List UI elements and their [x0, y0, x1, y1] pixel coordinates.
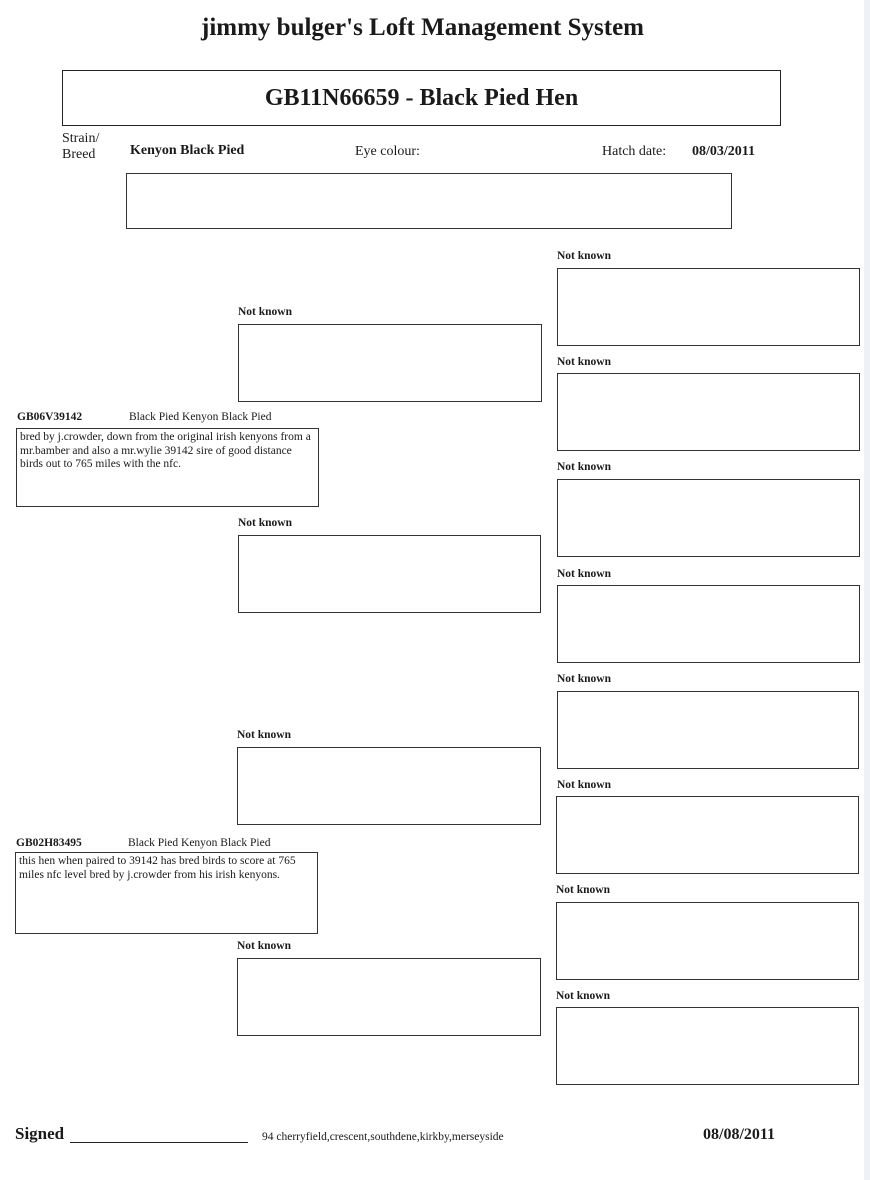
- great-grandparent-1-box: [557, 268, 860, 346]
- dam-ring-number: GB02H83495: [16, 837, 82, 849]
- great-grandparent-2-box: [557, 373, 860, 451]
- great-grandparent-6-label: Not known: [557, 779, 612, 791]
- bird-title: GB11N66659 - Black Pied Hen: [264, 84, 579, 111]
- hatch-date-value: 08/03/2011: [692, 144, 756, 159]
- signed-label: Signed: [15, 1124, 65, 1143]
- great-grandparent-3-label: Not known: [557, 461, 612, 473]
- great-grandparent-7-label: Not known: [556, 884, 611, 896]
- great-grandparent-6-box: [556, 796, 859, 874]
- great-grandparent-7-box: [556, 902, 859, 980]
- system-title: jimmy bulger's Loft Management System: [201, 14, 644, 41]
- strain-label-line2: Breed: [62, 147, 96, 162]
- sire-notes-box: [16, 428, 319, 507]
- bird-title-box: [62, 70, 781, 126]
- sire-ring-number: GB06V39142: [17, 411, 83, 423]
- dam-notes: this hen when paired to 39142 has bred birds to score at 765 miles nfc level bred by j.crowder from his irish kenyons.: [19, 855, 296, 881]
- footer-date: 08/08/2011: [703, 1126, 776, 1143]
- hatch-date-label: Hatch date:: [602, 144, 667, 159]
- great-grandparent-3-box: [557, 479, 860, 557]
- great-grandparent-1-label: Not known: [557, 250, 612, 262]
- great-grandparent-8-label: Not known: [556, 990, 611, 1002]
- dam-notes-box: [15, 852, 318, 934]
- page-edge: [864, 0, 870, 1180]
- great-grandparent-8-box: [556, 1007, 859, 1085]
- strain-value: Kenyon Black Pied: [130, 143, 245, 158]
- grandparent-2-label: Not known: [238, 517, 293, 529]
- great-grandparent-2-label: Not known: [557, 356, 612, 368]
- bird-notes-box: [126, 173, 732, 229]
- eye-colour-label: Eye colour:: [355, 144, 420, 159]
- grandparent-3-box: [237, 747, 541, 825]
- strain-label-line1: Strain/: [62, 131, 100, 146]
- great-grandparent-5-label: Not known: [557, 673, 612, 685]
- great-grandparent-4-label: Not known: [557, 568, 612, 580]
- great-grandparent-5-box: [557, 691, 859, 769]
- grandparent-1-label: Not known: [238, 306, 293, 318]
- strain-label: [62, 131, 99, 163]
- grandparent-1-box: [238, 324, 542, 402]
- dam-strain: Black Pied Kenyon Black Pied: [128, 837, 271, 849]
- grandparent-3-label: Not known: [237, 729, 292, 741]
- sire-strain: Black Pied Kenyon Black Pied: [129, 411, 272, 423]
- great-grandparent-4-box: [557, 585, 860, 663]
- sire-notes: bred by j.crowder, down from the original irish kenyons from a mr.bamber and also a mr.wylie 39142 sire of good distance birds out to 765 miles with the nfc.: [20, 431, 311, 470]
- grandparent-4-label: Not known: [237, 940, 292, 952]
- address: 94 cherryfield,crescent,southdene,kirkby,merseyside: [262, 1131, 504, 1143]
- grandparent-4-box: [237, 958, 541, 1036]
- signature-line[interactable]: [70, 1142, 248, 1143]
- grandparent-2-box: [238, 535, 541, 613]
